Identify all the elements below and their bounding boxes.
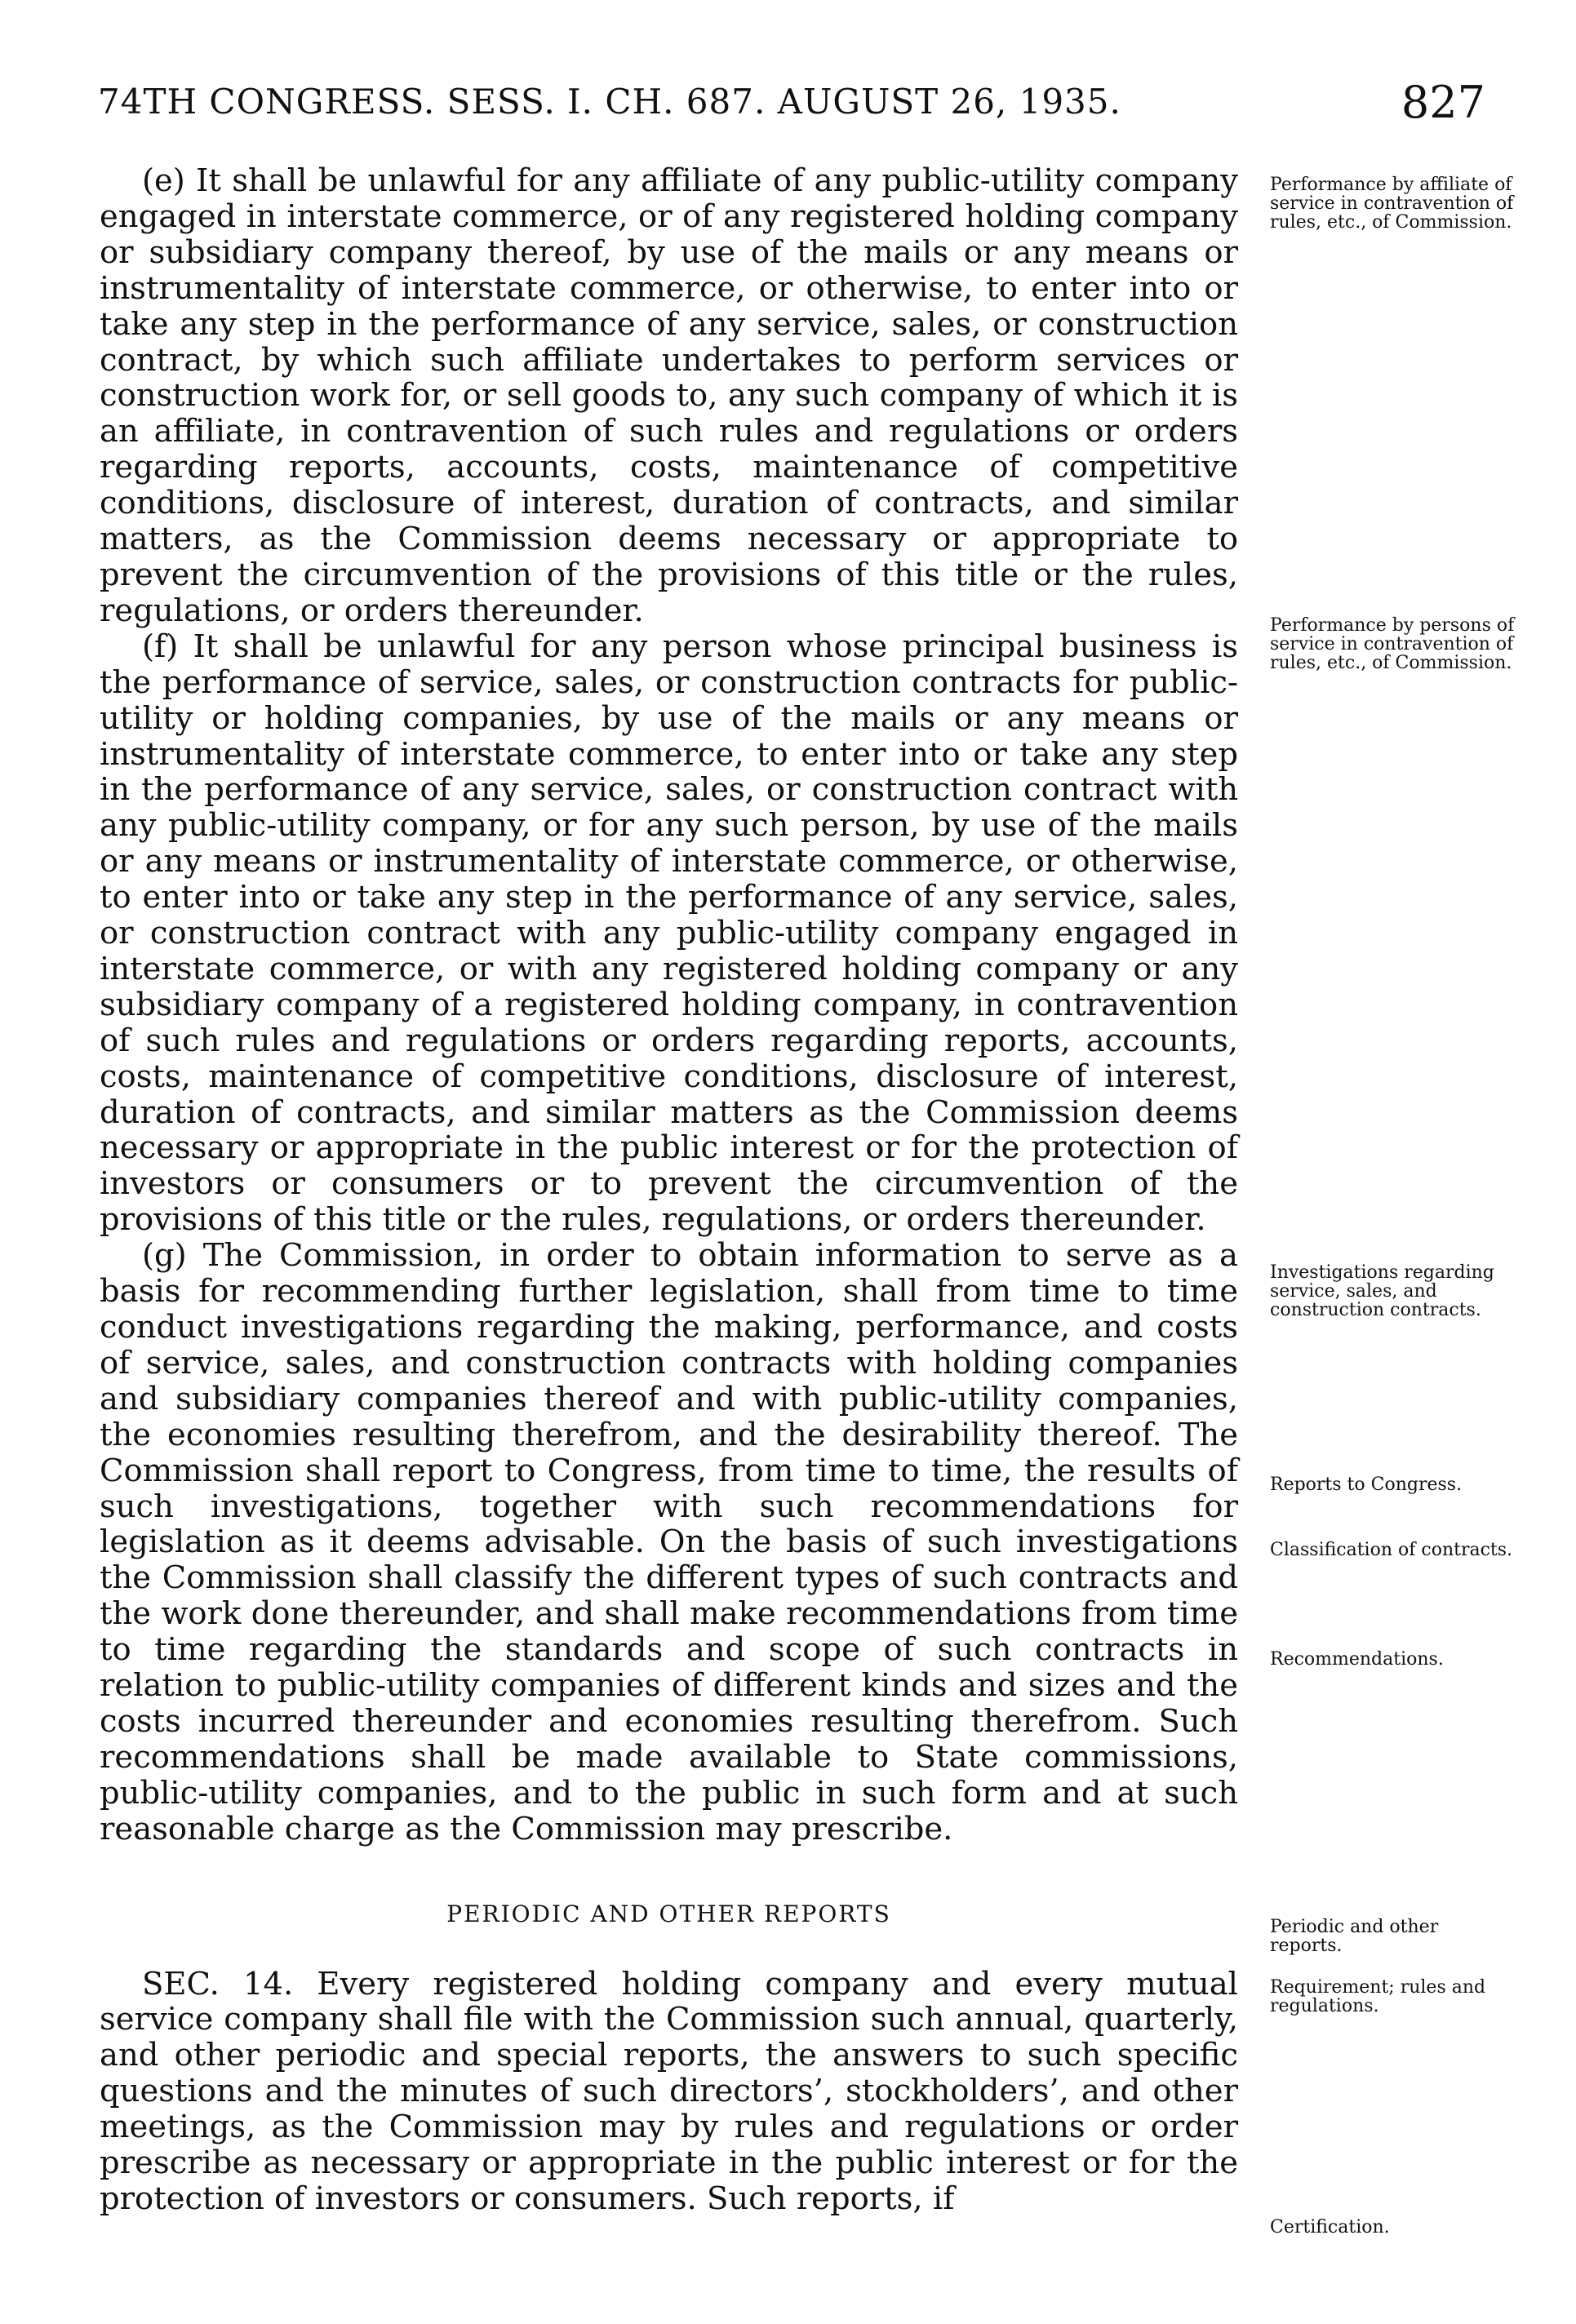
margin-note-periodic-reports: Periodic and other reports.: [1270, 1917, 1439, 1956]
page-number: 827: [1401, 77, 1485, 128]
section-14-paragraph: SEC. 14. Every registered holding company and every mutual service company shall file with the Commission such annual, quarterly, and other periodic and special reports, the answers to such specific questions and the minutes of such directors’, stockholders’, and other meetings, as the Commission may by rules and regulations or order prescribe as necessary or appropriate in the public interest or for the protection of investors or consumers. Such reports, if: [100, 1965, 1238, 2217]
section-heading: PERIODIC AND OTHER REPORTS: [446, 1900, 891, 1927]
margin-note-certification: Certification.: [1270, 2217, 1390, 2238]
running-head: 74TH CONGRESS. SESS. I. CH. 687. AUGUST 26, 1935.: [98, 82, 1121, 122]
margin-note-reports-to-congress: Reports to Congress.: [1270, 1475, 1463, 1495]
margin-note-affiliates: Performance by affiliate of service in contravention of rules, etc., of Commission.: [1270, 175, 1514, 233]
page-header: [98, 77, 1485, 147]
paragraph-g: (g) The Commission, in order to obtain information to serve as a basis for recommending further legislation, shall from time to time conduct investigations regarding the making, performance, and costs of service, sales, and construction contracts with holding companies and subsidiary companies thereof and with public-utility companies, the economies resulting therefrom, and the desirability thereof. The Commission shall report to Congress, from time to time, the results of such investigations, together with such recommendations for legislation as it deems advisable. On the basis of such investigations the Commission shall classify the different types of such contracts and the work done thereunder, and shall make recommendations from time to time regarding the standards and scope of such contracts in relation to public-utility companies of different kinds and sizes and the costs incurred thereunder and economies resulting therefrom. Such recommendations shall be made available to State commissions, public-utility companies, and to the public in such form and at such reasonable charge as the Commission may prescribe.: [100, 1237, 1238, 1847]
margin-note-recommendations: Recommendations.: [1270, 1649, 1444, 1670]
margin-note-classification: Classification of contracts.: [1270, 1540, 1513, 1560]
paragraph-f: (f) It shall be unlawful for any person whose principal business is the performance of service, sales, or construction contracts for public-utility or holding companies, by use of the mails or any means or instrumentality of interstate commerce, to enter into or take any step in the performance of any service, sales, or construction contract with any public-utility company, or for any such person, by use of the mails or any means or instrumentality of interstate commerce, or otherwise, to enter into or take any step in the performance of any service, sales, or construction contract with any public-utility company engaged in interstate commerce, or with any registered holding company or any subsidiary company of a registered holding company, in contravention of such rules and regulations or orders regarding reports, accounts, costs, maintenance of competitive conditions, disclosure of interest, duration of contracts, and similar matters as the Commission deems necessary or appropriate in the public interest or for the protection of investors or consumers or to prevent the circumvention of the provisions of this title or the rules, regulations, or orders thereunder.: [100, 628, 1238, 1239]
margin-note-requirement: Requirement; rules and regulations.: [1270, 1977, 1486, 2016]
paragraph-e: (e) It shall be unlawful for any affiliate of any public-utility company engaged in interstate commerce, or of any registered holding company or subsidiary company thereof, by use of the mails or any means or instrumentality of interstate commerce, or otherwise, to enter into or take any step in the performance of any service, sales, or construction contract, by which such affiliate undertakes to perform services or construction work for, or sell goods to, any such company of which it is an affiliate, in contravention of such rules and regulations or orders regarding reports, accounts, costs, maintenance of competitive conditions, disclosure of interest, duration of contracts, and similar matters, as the Commission deems necessary or appropriate to prevent the circumvention of the provisions of this title or the rules, regulations, or orders thereunder.: [100, 162, 1238, 629]
margin-note-investigations: Investigations regarding service, sales, and construction contracts.: [1270, 1262, 1494, 1320]
main-text: [100, 163, 1238, 2217]
margin-note-persons: Performance by persons of service in contravention of rules, etc., of Commission.: [1270, 615, 1515, 673]
